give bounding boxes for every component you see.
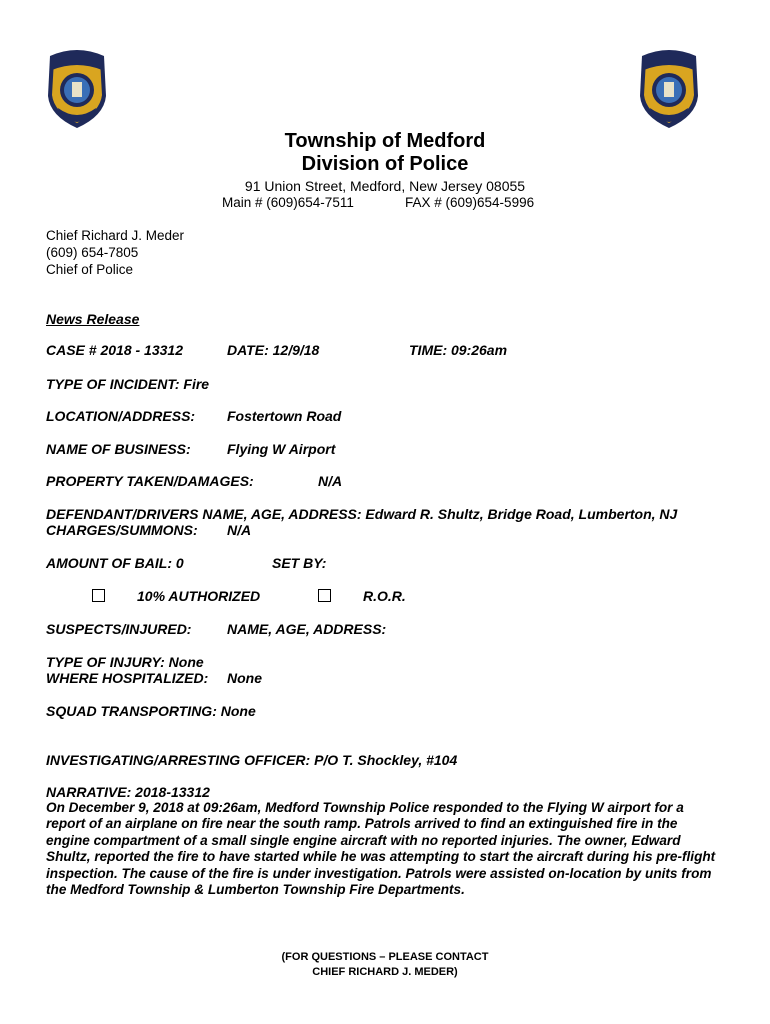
footer-contact-line1: (FOR QUESTIONS – PLEASE CONTACT <box>281 951 489 963</box>
police-seal-left-icon <box>44 46 110 130</box>
property-label: PROPERTY TAKEN/DAMAGES: <box>46 473 254 489</box>
suspects-label: SUSPECTS/INJURED: <box>46 621 192 637</box>
ror-option-label: R.O.R. <box>363 588 406 604</box>
fax-number: FAX # (609)654-5996 <box>405 195 535 210</box>
hospitalized-label: WHERE HOSPITALIZED: <box>46 670 209 686</box>
address: 91 Union Street, Medford, New Jersey 08055 <box>244 178 526 194</box>
business-label: NAME OF BUSINESS: <box>46 441 191 457</box>
incident-type: TYPE OF INCIDENT: Fire <box>46 376 210 392</box>
squad-transporting: SQUAD TRANSPORTING: None <box>46 703 256 719</box>
defendant-info: DEFENDANT/DRIVERS NAME, AGE, ADDRESS: Edward R. Shultz, Bridge Road, Lumberton, NJ <box>46 506 678 522</box>
investigating-officer: INVESTIGATING/ARRESTING OFFICER: P/O T. Shockley, #104 <box>46 752 458 768</box>
charges-value: N/A <box>227 522 252 538</box>
authorized-checkbox[interactable] <box>92 589 105 602</box>
location-value: Fostertown Road <box>227 408 342 424</box>
bail-amount: AMOUNT OF BAIL: 0 <box>46 555 184 571</box>
chief-name: Chief Richard J. Meder <box>46 228 185 243</box>
case-number: CASE # 2018 - 13312 <box>46 342 183 358</box>
main-phone: Main # (609)654-7511 <box>222 195 354 210</box>
location-label: LOCATION/ADDRESS: <box>46 408 196 424</box>
news-release-heading: News Release <box>46 311 140 327</box>
business-value: Flying W Airport <box>227 441 336 457</box>
title-division: Division of Police <box>301 153 469 175</box>
footer-contact-line2: CHIEF RICHARD J. MEDER) <box>312 966 458 978</box>
injury-type: TYPE OF INJURY: None <box>46 654 204 670</box>
suspects-value: NAME, AGE, ADDRESS: <box>227 621 387 637</box>
hospitalized-value: None <box>227 670 262 686</box>
release-date: DATE: 12/9/18 <box>227 342 320 358</box>
property-value: N/A <box>318 473 343 489</box>
title-township: Township of Medford <box>284 130 486 152</box>
narrative-heading: NARRATIVE: 2018-13312 <box>46 784 210 800</box>
charges-label: CHARGES/SUMMONS: <box>46 522 198 538</box>
chief-phone: (609) 654-7805 <box>46 245 139 260</box>
authorized-option-label: 10% AUTHORIZED <box>137 588 261 604</box>
ror-checkbox[interactable] <box>318 589 331 602</box>
narrative-text: On December 9, 2018 at 09:26am, Medford Township Police responded to the Flying W airport for a report of an airplane on fire near the south ramp. Patrols arrived to find an extinguished fire in the engine compartment of a small single engine aircraft with no reported injuries. The owner, Edward Shultz, reported the fire to have started while he was attempting to start the aircraft during his pre-flight inspection. The cause of the fire is under investigation. Patrols were assisted on-location by units from the Medford Township & Lumberton Township Fire Departments. <box>46 800 716 898</box>
release-time: TIME: 09:26am <box>409 342 508 358</box>
chief-title: Chief of Police <box>46 262 134 277</box>
police-seal-right-icon <box>636 46 702 130</box>
set-by-label: SET BY: <box>272 555 327 571</box>
